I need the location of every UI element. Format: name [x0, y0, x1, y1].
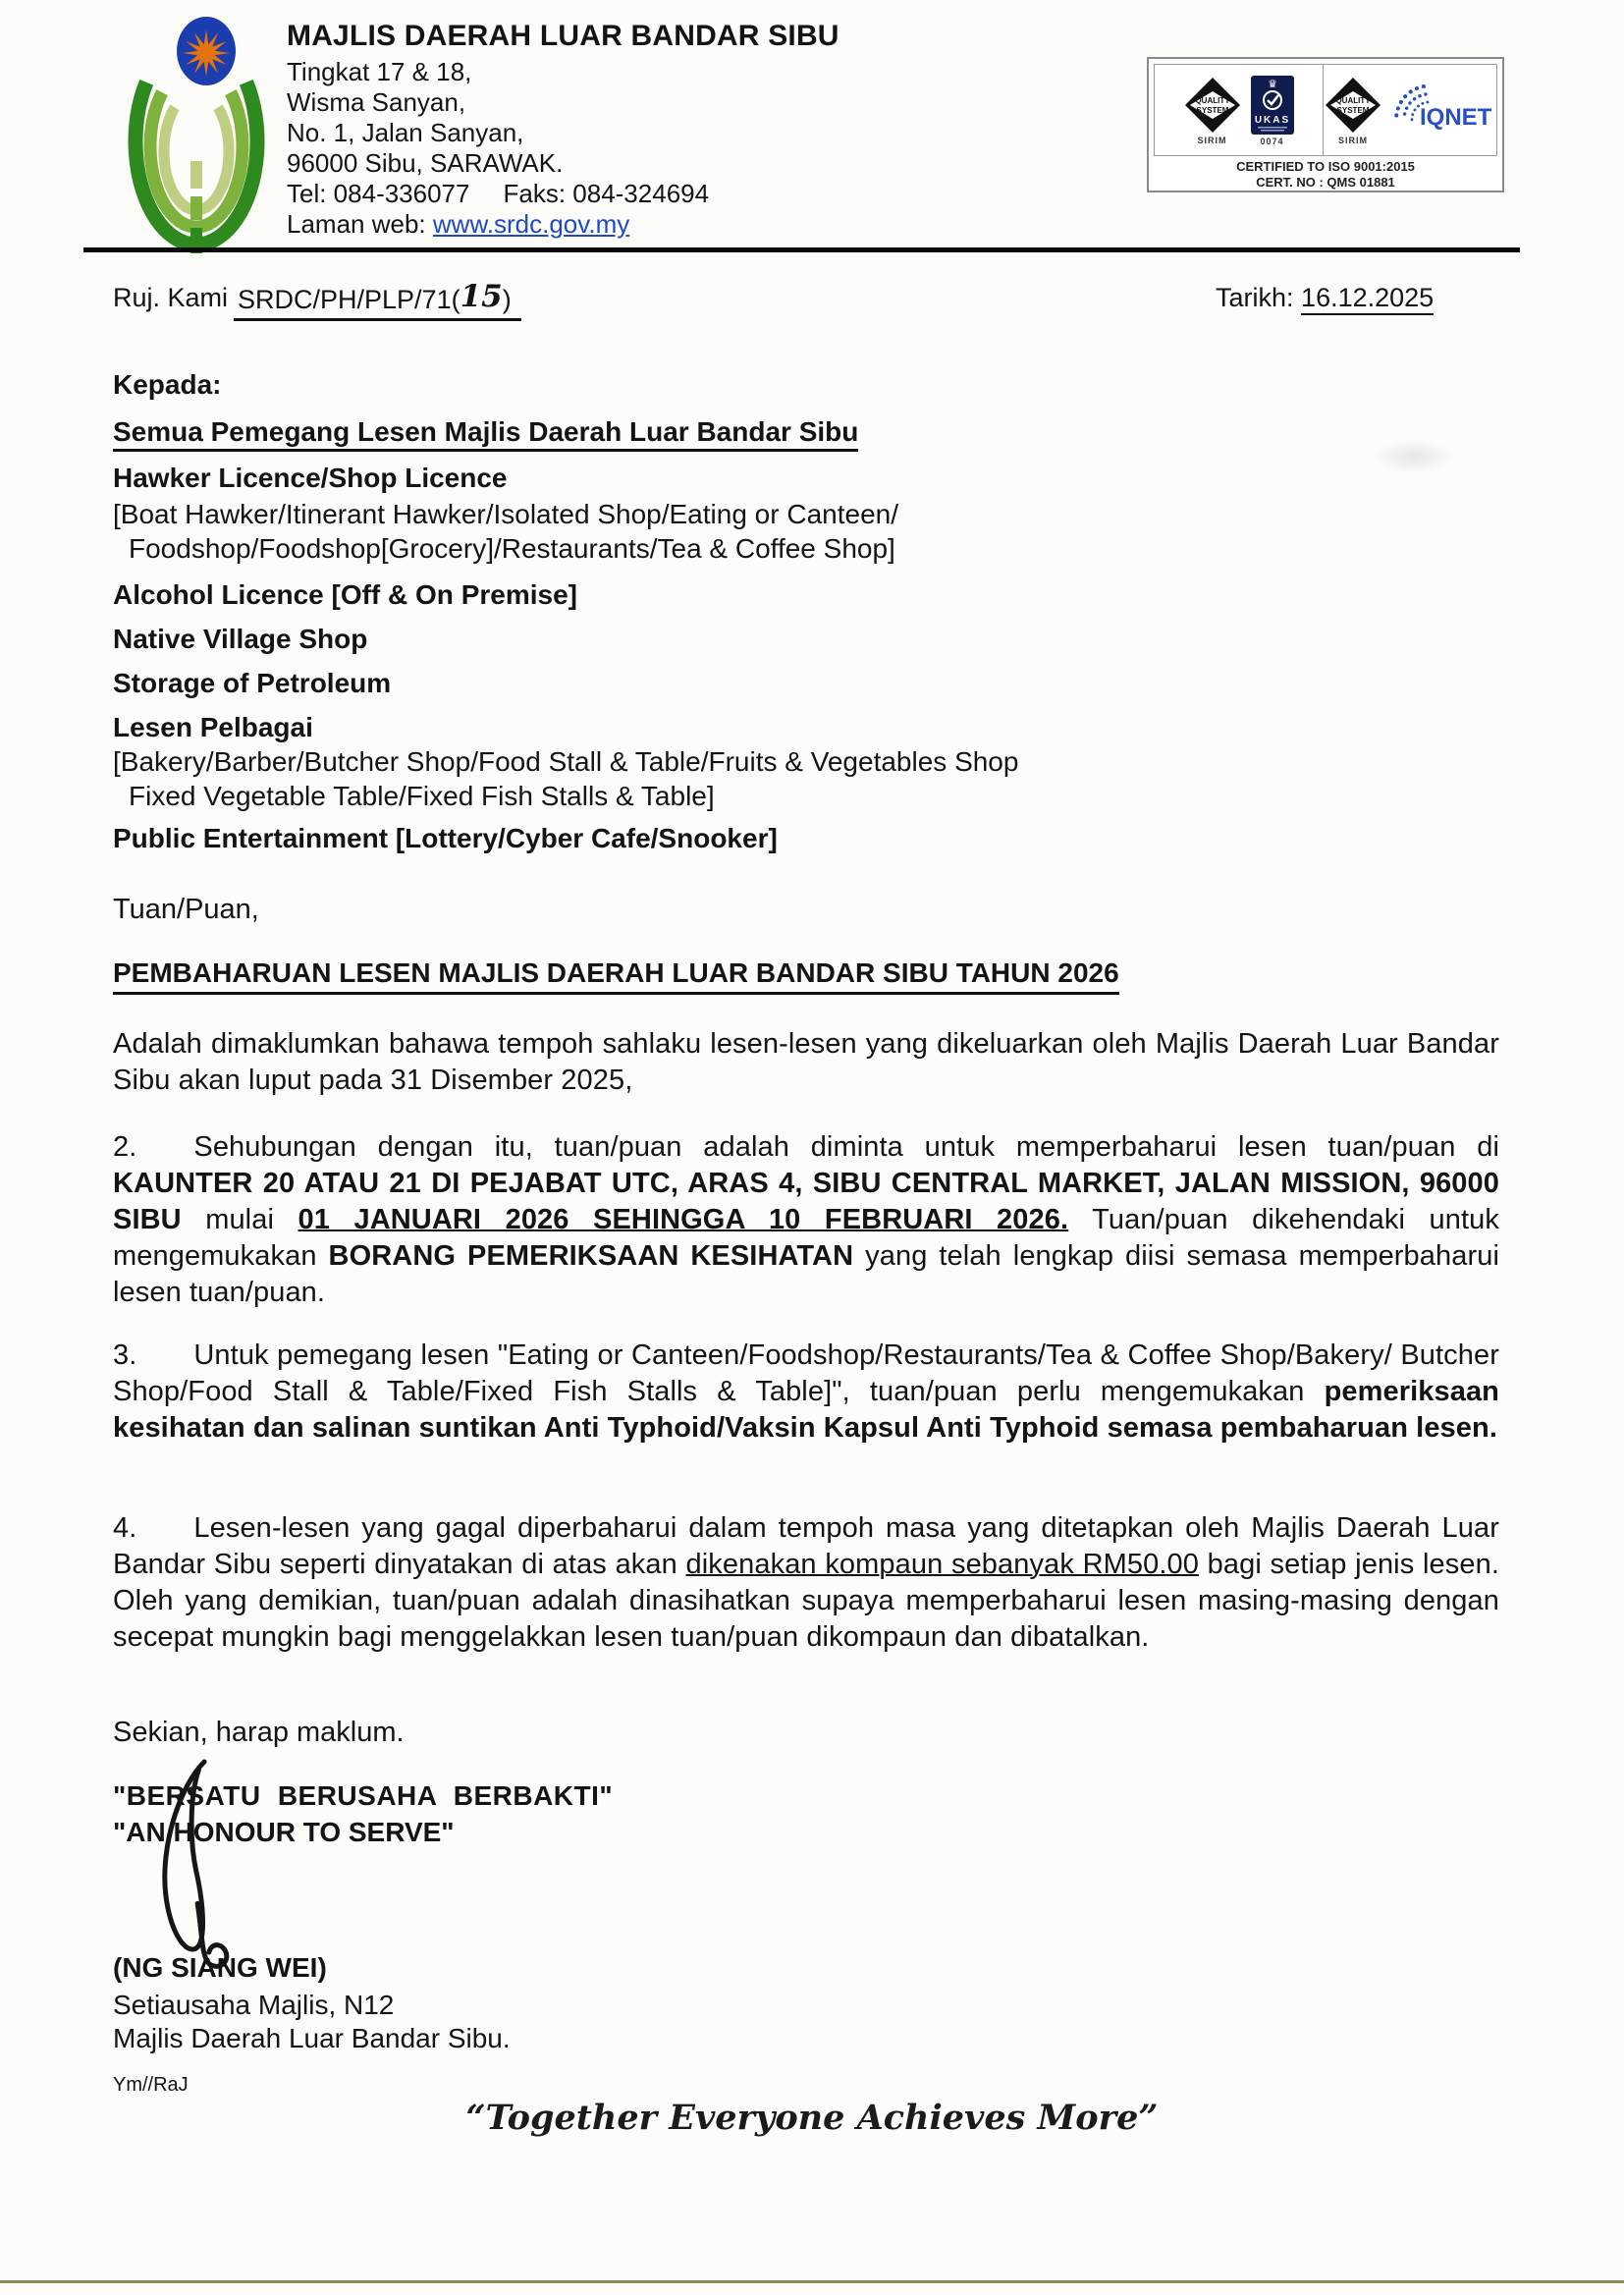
licence-line-detail: Fixed Vegetable Table/Fixed Fish Stalls & Table]	[129, 781, 715, 811]
handwritten-ref-number: 15	[460, 279, 503, 314]
sirim-ukas-cell	[1155, 65, 1323, 155]
address-line: 96000 Sibu, SARAWAK.	[287, 148, 564, 178]
cert-no-text: CERT. NO : QMS 01881	[1256, 175, 1395, 190]
subject-title: PEMBAHARUAN LESEN MAJLIS DAERAH LUAR BANDAR SIBU TAHUN 2026	[113, 957, 1119, 995]
header-rule	[83, 247, 1520, 252]
svg-text:♛: ♛	[1267, 78, 1277, 90]
date-value: 16.12.2025	[1301, 283, 1434, 315]
ukas-badge-icon	[1250, 75, 1295, 136]
svg-text:SYSTEM: SYSTEM	[1196, 105, 1228, 115]
faks-label: Faks: 084-324694	[503, 179, 710, 208]
web-label: Laman web:	[287, 209, 426, 239]
paragraph-2: 2. Sehubungan dengan itu, tuan/puan adalah diminta untuk memperbaharui lesen tuan/puan di KAUNTER 20 ATAU 21 DI PEJABAT UTC, ARAS 4, SIBU CENTRAL MARKET, JALAN MISSION, 96000 SIBU mulai 01 JANUARI 2026 SEHINGGA 10 FEBRUARI 2026. Tuan/puan dikehendaki untuk mengemukakan BORANG PEMERIKSAAN KESIHATAN yang telah lengkap diisi semasa memperbaharui lesen tuan/puan.	[113, 1131, 1500, 1308]
certified-text: CERTIFIED TO ISO 9001:2015	[1236, 159, 1415, 174]
closing-line: Sekian, harap maklum.	[113, 1717, 405, 1748]
sirim-diamond-icon	[1324, 76, 1382, 135]
kepada-label: Kepada:	[113, 369, 222, 400]
sirim-label: SIRIM	[1337, 135, 1368, 145]
address-line: No. 1, Jalan Sanyan,	[287, 118, 524, 147]
licence-line-detail: Foodshop/Foodshop[Grocery]/Restaurants/Tea & Coffee Shop]	[129, 533, 895, 564]
svg-text:SYSTEM: SYSTEM	[1336, 105, 1370, 115]
motto-line-1: "BERSATU BERUSAHA BERBAKTI"	[113, 1780, 614, 1811]
cert-logo-row	[1154, 64, 1497, 156]
council-logo-icon	[126, 14, 273, 259]
phone-line	[287, 179, 709, 209]
bottom-scan-line	[0, 2280, 1624, 2283]
ref-code: SRDC/PH/PLP/71(15)	[234, 281, 521, 321]
address-line: Wisma Sanyan,	[287, 87, 466, 117]
certification-badge	[1147, 57, 1504, 192]
signatory-org: Majlis Daerah Luar Bandar Sibu.	[113, 2023, 511, 2053]
website-url: www.srdc.gov.my	[432, 209, 630, 239]
date-row	[1216, 283, 1434, 313]
salutation: Tuan/Puan,	[113, 894, 259, 925]
sirim-diamond-icon	[1183, 76, 1242, 135]
footer-motto: “Together Everyone Achieves More”	[465, 2098, 1159, 2138]
sirim-label: SIRIM	[1197, 135, 1227, 145]
motto-line-2: "AN HONOUR TO SERVE"	[113, 1817, 455, 1847]
typist-initials: Ym//RaJ	[113, 2074, 189, 2096]
svg-text:UKAS: UKAS	[1254, 114, 1290, 126]
signatory-title: Setiausaha Majlis, N12	[113, 1990, 395, 2020]
licence-line-native-shop: Native Village Shop	[113, 624, 368, 654]
date-label: Tarikh:	[1216, 283, 1294, 312]
licence-line-detail: [Boat Hawker/Itinerant Hawker/Isolated Shop/Eating or Canteen/	[113, 499, 898, 529]
licence-line-petroleum: Storage of Petroleum	[113, 668, 392, 698]
ukas-number: 0074	[1260, 136, 1284, 146]
address-line: Tingkat 17 & 18,	[287, 57, 472, 86]
iqnet-logo-icon	[1390, 81, 1496, 139]
licence-line-entertainment: Public Entertainment [Lottery/Cyber Cafe/Snooker]	[113, 823, 778, 853]
svg-text:QUALITY: QUALITY	[1335, 95, 1371, 105]
scan-smudge	[1375, 440, 1453, 473]
letterhead-address	[287, 57, 709, 240]
web-line	[287, 209, 709, 240]
licence-line-alcohol: Alcohol Licence [Off & On Premise]	[113, 579, 577, 610]
licence-line-hawker: Hawker Licence/Shop Licence	[113, 463, 508, 493]
org-name: MAJLIS DAERAH LUAR BANDAR SIBU	[287, 20, 839, 52]
licence-line-pelbagai: Lesen Pelbagai	[113, 712, 313, 742]
signatory-name: (NG SIANG WEI)	[113, 1952, 327, 1983]
svg-text:QUALITY: QUALITY	[1194, 95, 1230, 105]
paragraph-4: 4. Lesen-lesen yang gagal diperbaharui dalam tempoh masa yang ditetapkan oleh Majlis Daerah Luar Bandar Sibu seperti dinyatakan di atas akan dikenakan kompaun sebanyak RM50.00 bagi setiap jenis lesen. Oleh yang demikian, tuan/puan adalah dinasihatkan supaya memperbaharui lesen masing-masing dengan secepat mungkin bagi menggelakkan lesen tuan/puan dikompaun dan dibatalkan.	[113, 1512, 1499, 1653]
sirim-iqnet-cell	[1323, 65, 1496, 155]
paragraph-3: 3. Untuk pemegang lesen "Eating or Canteen/Foodshop/Restaurants/Tea & Coffee Shop/Bakery/ Butcher Shop/Food Stall & Table/Fixed Fish Stalls & Table]", tuan/puan perlu mengemukakan pemeriksaan kesihatan dan salinan suntikan Anti Typhoid/Vaksin Kapsul Anti Typhoid semasa pembaharuan lesen.	[113, 1339, 1499, 1444]
svg-text:IQNET: IQNET	[1420, 104, 1492, 131]
tel-label: Tel: 084-336077	[287, 179, 470, 208]
paragraph-1: Adalah dimaklumkan bahawa tempoh sahlaku lesen-lesen yang dikeluarkan oleh Majlis Daerah Luar Bandar Sibu akan luput pada 31 Disember 2025,	[113, 1028, 1499, 1096]
licence-line-detail: [Bakery/Barber/Butcher Shop/Food Stall & Table/Fruits & Vegetables Shop	[113, 746, 1019, 777]
ref-label: Ruj. Kami	[113, 283, 229, 312]
addressee: Semua Pemegang Lesen Majlis Daerah Luar Bandar Sibu	[113, 416, 858, 448]
